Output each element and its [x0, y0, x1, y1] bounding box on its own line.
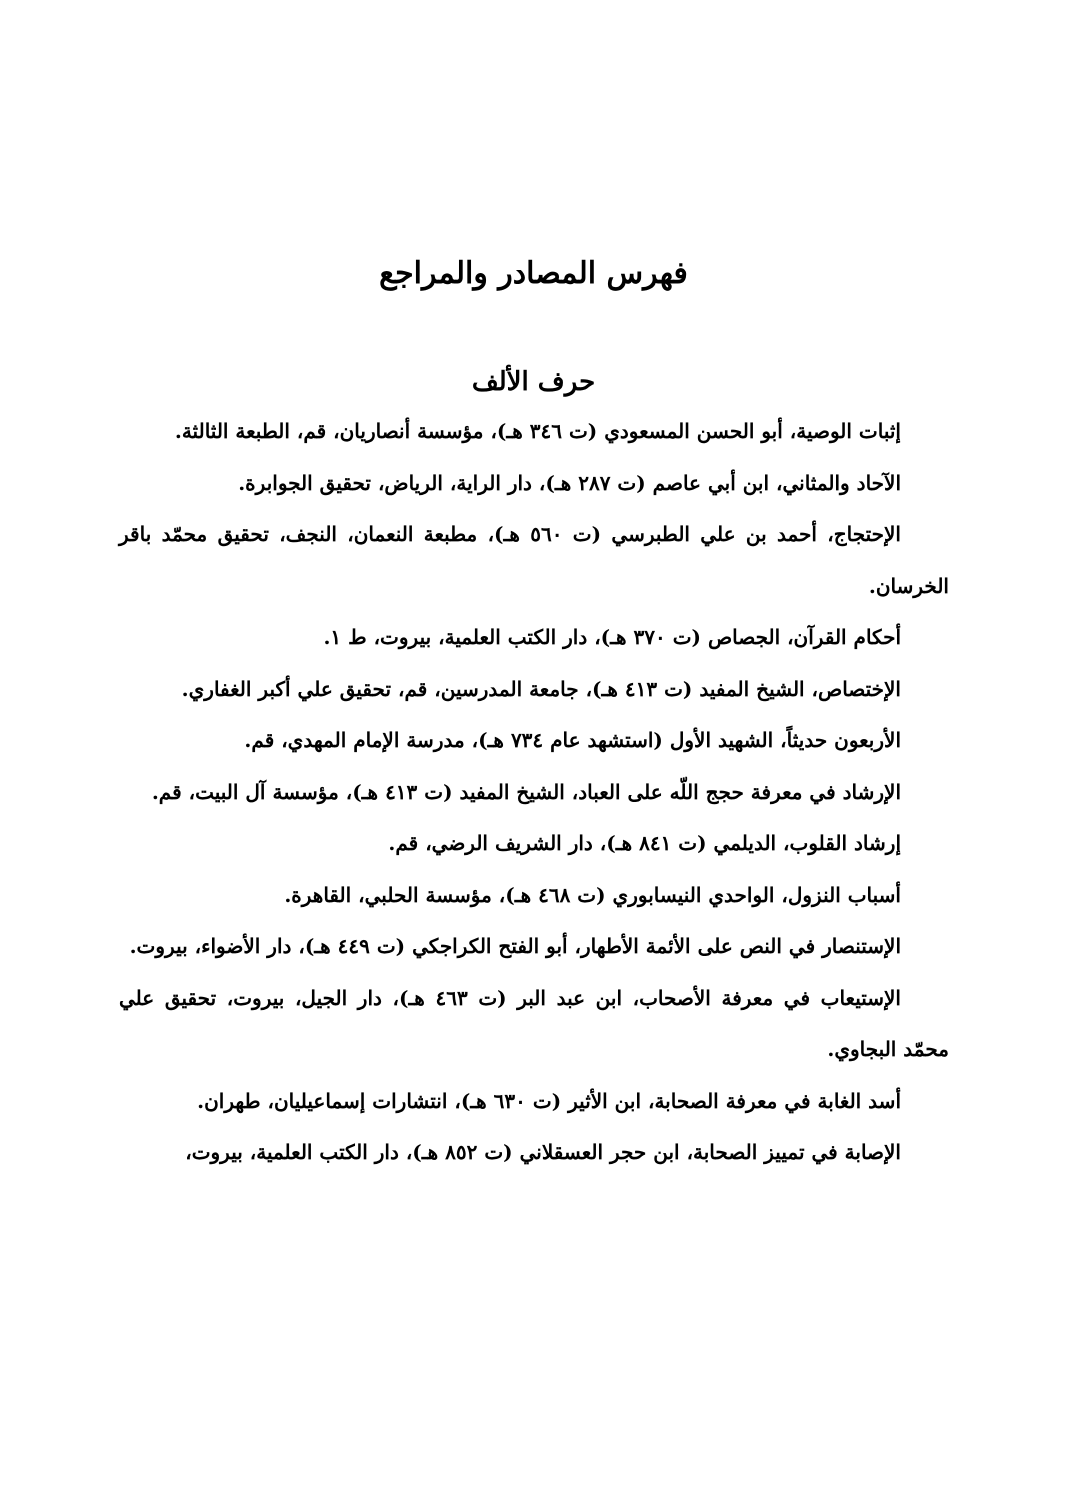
- bibliography-entry: الآحاد والمثاني، ابن أبي عاصم (ت ٢٨٧ هـ)، دار الراية، الرياض، تحقيق الجوابرة.: [238, 470, 901, 495]
- bibliography-entry: أسد الغابة في معرفة الصحابة، ابن الأثير (ت ٦٣٠ هـ)، انتشارات إسماعيليان، طهران.: [197, 1088, 901, 1113]
- bibliography-entry: الإختصاص، الشيخ المفيد (ت ٤١٣ هـ)، جامعة المدرسين، قم، تحقيق علي أكبر الغفاري.: [181, 676, 901, 701]
- bibliography-entry: إرشاد القلوب، الديلمي (ت ٨٤١ هـ)، دار الشريف الرضي، قم.: [388, 831, 901, 855]
- bibliography-entry: الإستيعاب في معرفة الأصحاب، ابن عبد البر (ت ٤٦٣ هـ)، دار الجيل، بيروت، تحقيق علي محمّد البجاوي.: [119, 985, 949, 1061]
- bibliography-entry: أحكام القرآن، الجصاص (ت ٣٧٠ هـ)، دار الكتب العلمية، بيروت، ط ١.: [323, 625, 901, 649]
- section-heading: حرف الألف: [471, 367, 596, 397]
- bibliography-entry: إثبات الوصية، أبو الحسن المسعودي (ت ٣٤٦ هـ)، مؤسسة أنصاريان، قم، الطبعة الثالثة.: [174, 419, 901, 443]
- bibliography-entry: الإرشاد في معرفة حجج اللّه على العباد، الشيخ المفيد (ت ٤١٣ هـ)، مؤسسة آل البيت، قم.: [151, 779, 901, 804]
- bibliography-entry: أسباب النزول، الواحدي النيسابوري (ت ٤٦٨ هـ)، مؤسسة الحلبي، القاهرة.: [284, 882, 901, 907]
- bibliography-entry: الإحتجاج، أحمد بن علي الطبرسي (ت ٥٦٠ هـ)، مطبعة النعمان، النجف، تحقيق محمّد باقر الخرسان.: [119, 522, 949, 598]
- bibliography-entry: الإستنصار في النص على الأئمة الأطهار، أبو الفتح الكراجكي (ت ٤٤٩ هـ)، دار الأضواء، بيروت.: [129, 934, 901, 958]
- bibliography-list: [119, 406, 949, 1179]
- page-title: فهرس المصادر والمراجع: [379, 256, 688, 291]
- bibliography-entry: الإصابة في تمييز الصحابة، ابن حجر العسقلاني (ت ٨٥٢ هـ)، دار الكتب العلمية، بيروت،: [185, 1140, 901, 1164]
- bibliography-entry: الأربعون حديثاً، الشهيد الأول (استشهد عام ٧٣٤ هـ)، مدرسة الإمام المهدي، قم.: [244, 728, 901, 752]
